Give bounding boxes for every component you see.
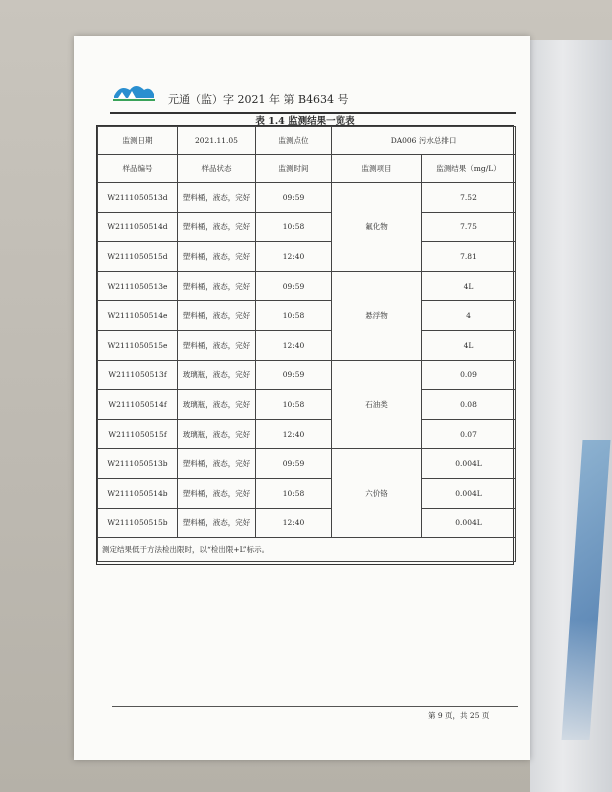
site-label: 监测点位: [256, 127, 332, 155]
page-number: 第 9 页，共 25 页: [428, 711, 490, 720]
sample-id-cell: W2111050513f: [98, 360, 178, 390]
column-header-result: 监测结果（mg/L）: [422, 155, 516, 183]
sample-id-cell: W2111050514b: [98, 478, 178, 508]
monitoring-time-cell: 12:40: [256, 330, 332, 360]
table-row: [98, 449, 516, 479]
note-row: [98, 538, 516, 562]
sample-id-cell: W2111050515d: [98, 242, 178, 272]
sample-state-cell: 玻璃瓶，液态，完好: [178, 390, 256, 420]
column-header-item: 监测项目: [332, 155, 422, 183]
result-value-cell: 7.52: [422, 183, 516, 213]
sample-state-cell: 塑料桶，液态，完好: [178, 301, 256, 331]
result-value-cell: 0.07: [422, 419, 516, 449]
monitoring-item-cell: 石油类: [332, 360, 422, 449]
table-row: [98, 301, 516, 331]
monitoring-time-cell: 10:58: [256, 390, 332, 420]
header-row: [98, 155, 516, 183]
monitoring-time-cell: 10:58: [256, 301, 332, 331]
result-value-cell: 0.08: [422, 390, 516, 420]
monitoring-time-cell: 12:40: [256, 242, 332, 272]
monitoring-time-cell: 09:59: [256, 183, 332, 213]
sample-id-cell: W2111050513d: [98, 183, 178, 213]
table-row: [98, 508, 516, 538]
sample-id-cell: W2111050514d: [98, 212, 178, 242]
info-row: [98, 127, 516, 155]
result-value-cell: 4L: [422, 330, 516, 360]
footer-divider: [112, 706, 518, 707]
sample-id-cell: W2111050513e: [98, 271, 178, 301]
table-row: [98, 390, 516, 420]
result-value-cell: 4L: [422, 271, 516, 301]
monitoring-time-cell: 12:40: [256, 508, 332, 538]
sample-id-cell: W2111050513b: [98, 449, 178, 479]
sample-id-cell: W2111050514f: [98, 390, 178, 420]
column-header-sample-id: 样品编号: [98, 155, 178, 183]
sample-state-cell: 玻璃瓶，液态，完好: [178, 360, 256, 390]
report-reference-number: 元通（监）字 2021 年 第 B4634 号: [168, 93, 349, 106]
table-row: [98, 183, 516, 213]
monitoring-item-cell: 氟化物: [332, 183, 422, 272]
monitoring-item-cell: 悬浮物: [332, 271, 422, 360]
table-title: 表 1.4 监测结果一览表: [255, 116, 355, 127]
monitoring-time-cell: 09:59: [256, 360, 332, 390]
date-label: 监测日期: [98, 127, 178, 155]
result-value-cell: 0.004L: [422, 449, 516, 479]
sample-state-cell: 塑料桶，液态，完好: [178, 449, 256, 479]
date-value: 2021.11.05: [178, 127, 256, 155]
table-row: [98, 212, 516, 242]
sample-state-cell: 塑料桶，液态，完好: [178, 508, 256, 538]
result-value-cell: 7.81: [422, 242, 516, 272]
sample-id-cell: W2111050515f: [98, 419, 178, 449]
result-value-cell: 7.75: [422, 212, 516, 242]
monitoring-time-cell: 10:58: [256, 478, 332, 508]
monitoring-time-cell: 10:58: [256, 212, 332, 242]
sample-id-cell: W2111050515e: [98, 330, 178, 360]
column-header-sample-state: 样品状态: [178, 155, 256, 183]
result-value-cell: 0.004L: [422, 478, 516, 508]
monitoring-item-cell: 六价铬: [332, 449, 422, 538]
result-value-cell: 4: [422, 301, 516, 331]
results-table: [96, 125, 514, 565]
table-row: [98, 330, 516, 360]
table-row: [98, 242, 516, 272]
table-row: [98, 478, 516, 508]
table-row: [98, 271, 516, 301]
monitoring-time-cell: 12:40: [256, 419, 332, 449]
sample-state-cell: 塑料桶，液态，完好: [178, 330, 256, 360]
table-note: 测定结果低于方法检出限时，以“检出限+L”标示。: [98, 538, 516, 562]
report-header: [110, 82, 510, 108]
sample-state-cell: 玻璃瓶，液态，完好: [178, 419, 256, 449]
sample-id-cell: W2111050515b: [98, 508, 178, 538]
sample-state-cell: 塑料桶，液态，完好: [178, 271, 256, 301]
monitoring-time-cell: 09:59: [256, 449, 332, 479]
column-header-time: 监测时间: [256, 155, 332, 183]
sample-state-cell: 塑料桶，液态，完好: [178, 212, 256, 242]
sample-state-cell: 塑料桶，液态，完好: [178, 478, 256, 508]
monitoring-time-cell: 09:59: [256, 271, 332, 301]
table-row: [98, 419, 516, 449]
result-value-cell: 0.09: [422, 360, 516, 390]
sample-state-cell: 塑料桶，液态，完好: [178, 242, 256, 272]
result-value-cell: 0.004L: [422, 508, 516, 538]
sample-id-cell: W2111050514e: [98, 301, 178, 331]
company-logo-icon: [110, 82, 168, 106]
sample-state-cell: 塑料桶，液态，完好: [178, 183, 256, 213]
table-row: [98, 360, 516, 390]
site-value: DA006 污水总排口: [332, 127, 516, 155]
